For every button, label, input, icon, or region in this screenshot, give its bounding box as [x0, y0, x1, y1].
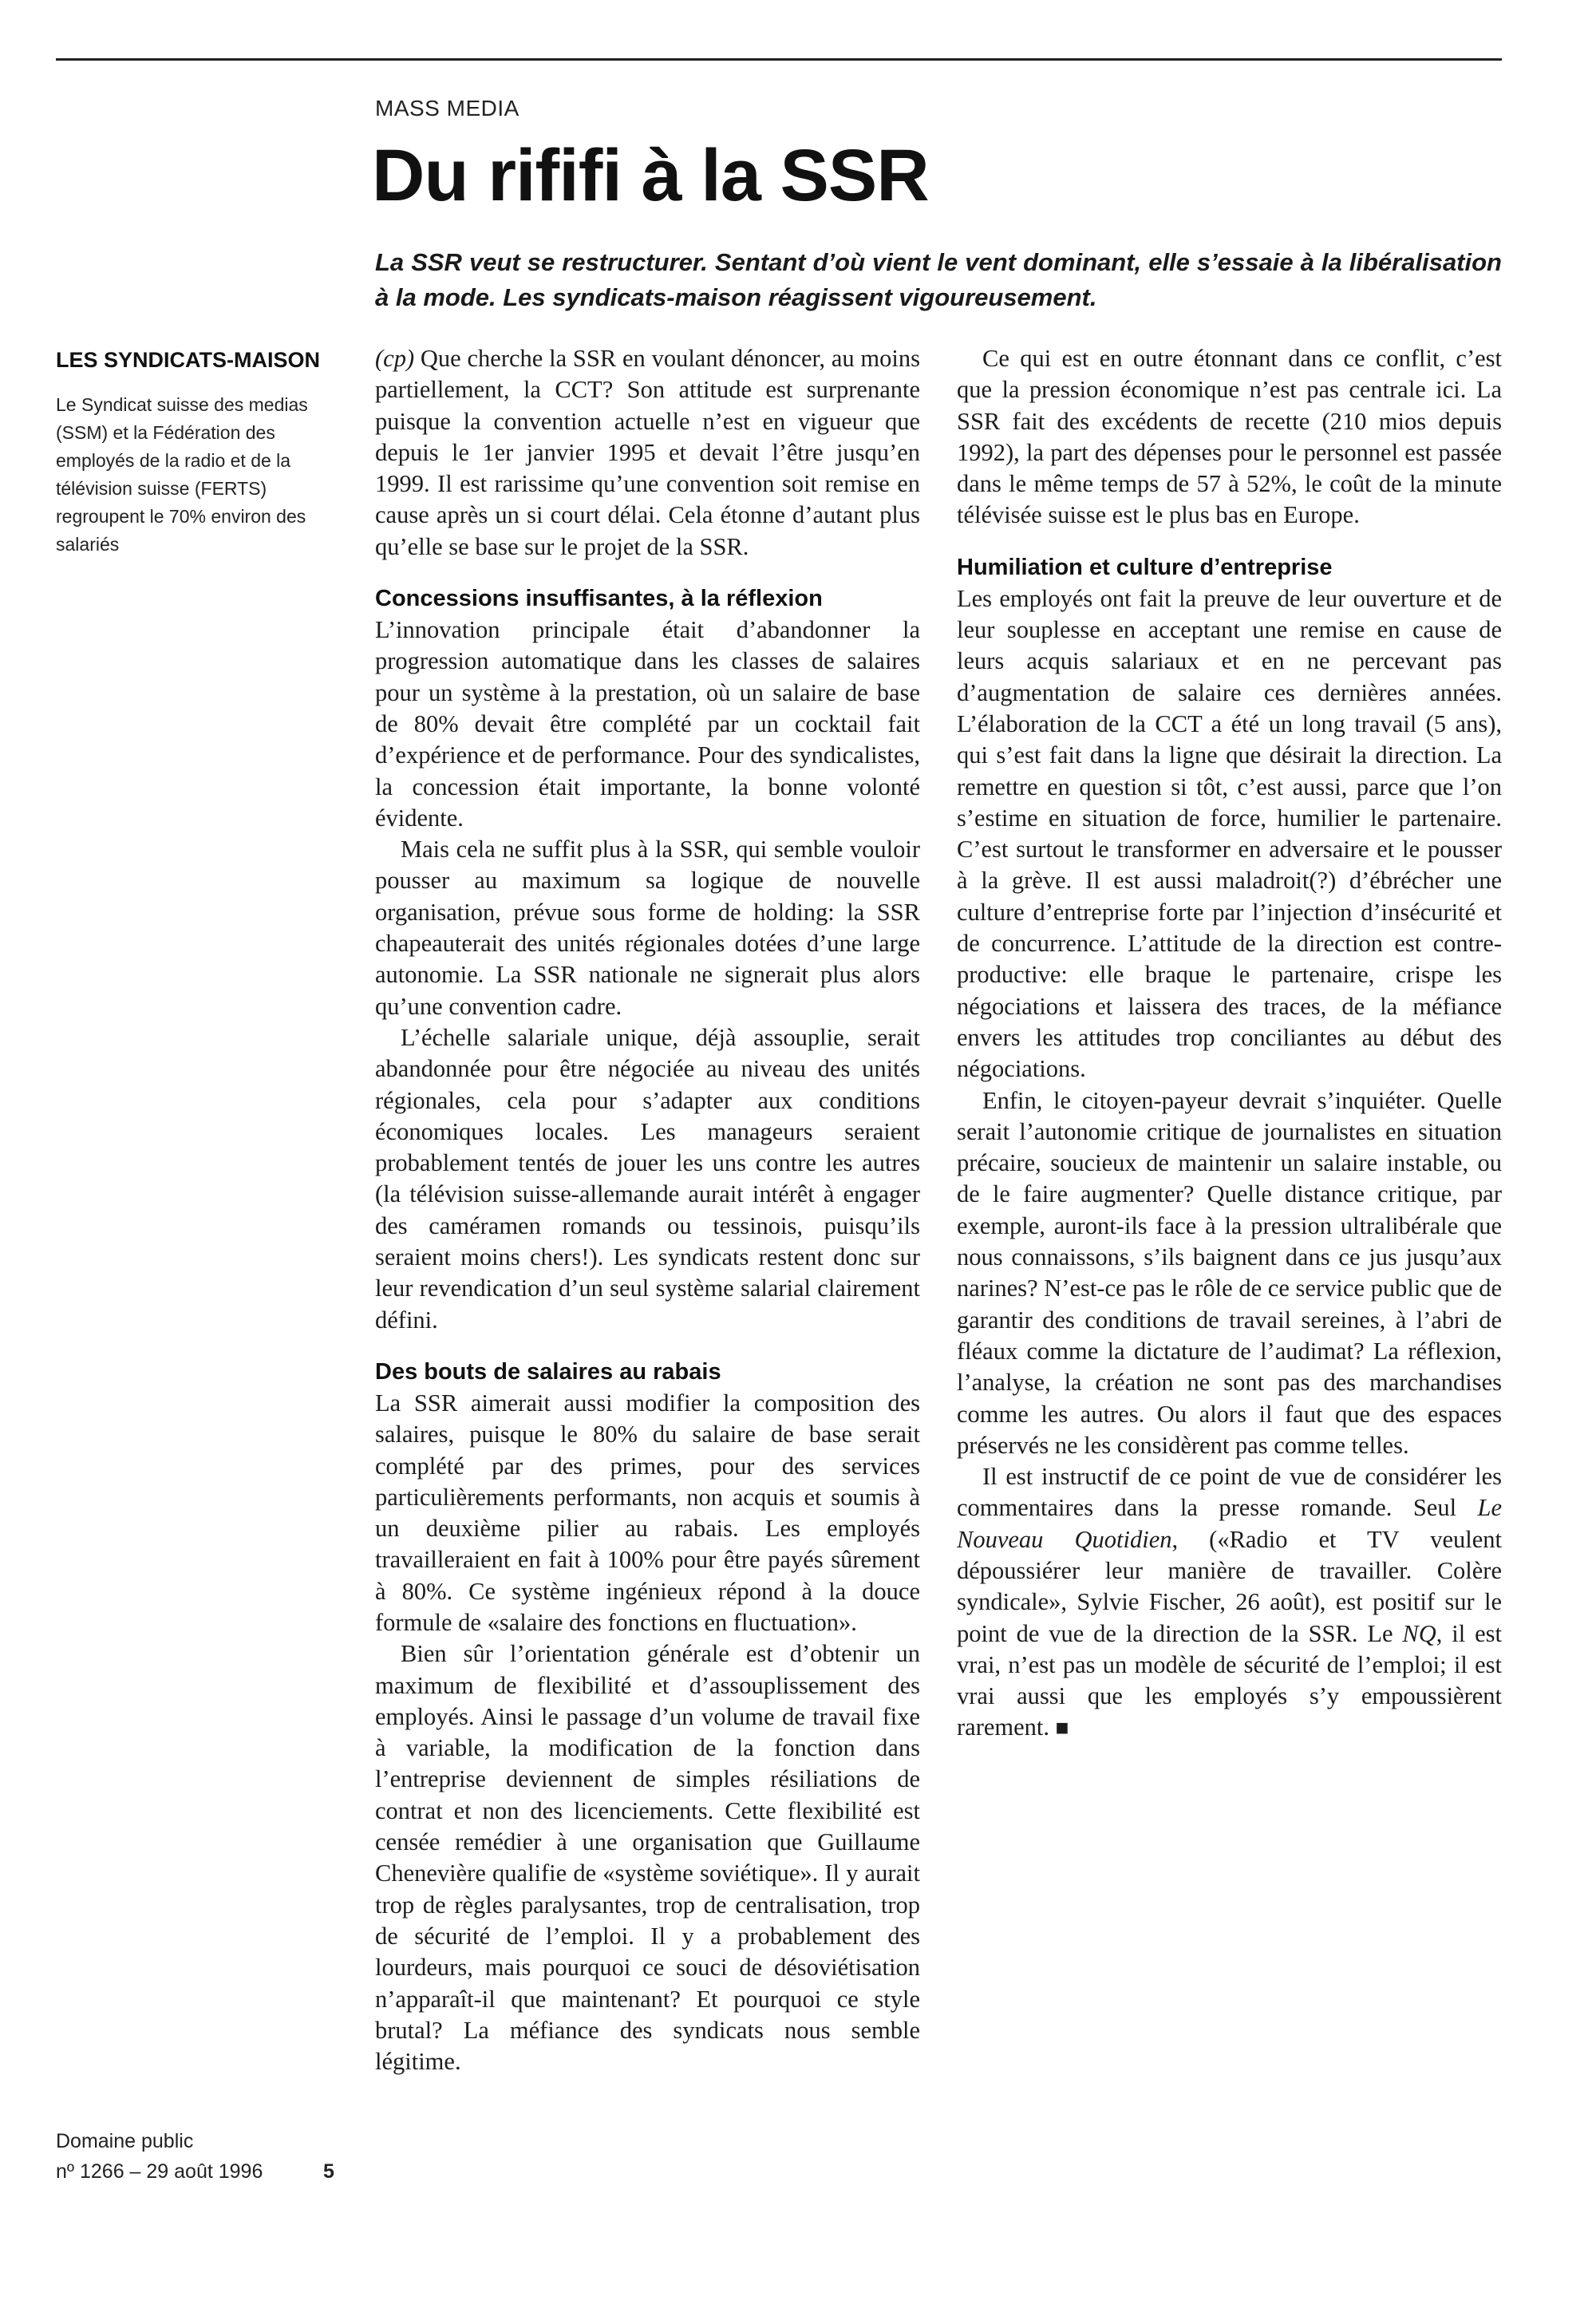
publication-name: Le Nouveau Quotidien	[957, 1494, 1502, 1553]
page-footer	[56, 2126, 343, 2187]
subheading-concessions: Concessions insuffisantes, à la réflexion	[375, 586, 823, 612]
paragraph: L’échelle salariale unique, déjà assouplie, serait abandonnée pour être négociée au niveau des unités régionales, cela pour s’adapter aux conditions économiques locales. Les manageurs seraient probablement tentés de jouer les uns contre les autres (la télévision suisse-allemande aurait intérêt à engager des caméramen romands ou tessinois, puisqu’ils seraient moins chers!). Les syndicats restent donc sur leur revendication d’un seul système salarial clairement défini.	[375, 1023, 920, 1334]
paragraph: Enfin, le citoyen-payeur devrait s’inquiéter. Quelle serait l’autonomie critique de journalistes en situation précaire, soucieux de maintenir un salaire instable, ou de le faire augmenter? Quelle distance critique, par exemple, auront-ils face à la pression ultralibérale que nous connaissons, s’ils baignent dans ce jus jusqu’aux narines? N’est-ce pas le rôle de ce service public que de garantir des conditions de travail sereines, à l’abri de fléaux comme la dictature de l’audimat? La réflexion, l’analyse, la création ne sont pas des marchandises comme les autres. Ou alors il faut que des espaces préservés ne les considèrent pas comme telles.	[957, 1086, 1502, 1459]
byline: (cp)	[375, 345, 415, 372]
paragraph: L’innovation principale était d’abandonner la progression automatique dans les classes de salaires pour un système à la prestation, où un salaire de base de 80% devait être complété par un cocktail fait d’expérience et de performance. Pour des syndicalistes, la concession était importante, la bonne volonté évidente.	[375, 616, 920, 832]
intro-text: Que cherche la SSR en voulant dénoncer, au moins partiellement, la CCT? Son attitude est surprenante puisque la convention actuelle n’est en vigueur que depuis le 1er janvier 1995 et devait l’être jusqu’en 1999. Il est rarissime qu’une convention soit remise en cause après un si court délai. Cela étonne d’autant plus qu’elle se base sur le projet de la SSR.	[375, 345, 920, 560]
subheading-humiliation: Humiliation et culture d’entreprise	[957, 554, 1333, 580]
paragraph: Les employés ont fait la preuve de leur ouverture et de leur souplesse en acceptant une remise en cause de leurs acquis salariaux et en ne percevant pas d’augmentation de salaire ces dernières années. L’élaboration de la CCT a été un long travail (5 ans), qui s’est fait dans la ligne que désirait la direction. La remettre en question si tôt, c’est aussi, parce que l’on s’estime en situation de force, humilier le partenaire. C’est surtout le transformer en adversaire et le pousser à la grève. Il est aussi maladroit(?) d’ébrécher une culture d’entreprise forte par l’injection d’insécurité et de concurrence. L’attitude de la direction est contre-productive: elle braque le partenaire, crispe les négociations et laissera des traces, de la méfiance envers les attitudes trop conciliantes au début des négociations.	[957, 584, 1502, 1083]
issue-date: nº 1266 – 29 août 1996	[56, 2160, 263, 2183]
section-kicker: MASS MEDIA	[375, 96, 519, 121]
paragraph: Bien sûr l’orientation générale est d’obtenir un maximum de flexibilité et d’assouplissement des employés. Ainsi le passage d’un volume de travail fixe à variable, la modification de la fonction dans l’entreprise deviennent de simples résiliations de contrat et non des licenciements. Cette flexibilité est censée remédier à une organisation que Guillaume Chenevière qualifie de «système soviétique». Il y aurait trop de règles paralysantes, trop de centralisation, trop de sécurité de l’emploi. Il y a probablement des lourdeurs, mais pourquoi ce souci de désoviétisation n’apparaît-il que maintenant? Et pourquoi ce style brutal? La méfiance des syndicats nous semble légitime.	[375, 1640, 920, 2076]
paragraph: Mais cela ne suffit plus à la SSR, qui semble vouloir pousser au maximum sa logique de nouvelle organisation, prévue sous forme de holding: la SSR chapeauterait des unités régionales dotées d’une large autonomie. La SSR nationale ne signerait plus alors qu’une convention cadre.	[375, 836, 920, 1020]
top-rule	[56, 58, 1502, 61]
article-column-1	[375, 343, 920, 2077]
final-paragraph: Il est instructif de ce point de vue de considérer les commentaires dans la presse romande. Seul Le Nouveau Quotidien, («Radio et TV veulent dépoussiérer leur manière de travailler. Colère syndicale», Sylvie Fischer, 26 août), est positif sur le point de vue de la direction de la SSR. Le NQ, il est vrai, n’est pas un modèle de sécurité de l’emploi; il est vrai aussi que les employés s’y empoussièrent rarement. ■	[957, 1463, 1502, 1741]
paragraph: Ce qui est en outre étonnant dans ce conflit, c’est que la pression économique n’est pas centrale ici. La SSR fait des excédents de recette (210 mios depuis 1992), la part des dépenses pour le personnel est passée dans le même temps de 57 à 52%, le coût de la minute télévisée suisse est le plus bas en Europe.	[957, 345, 1502, 529]
sidebar-box	[56, 345, 335, 559]
sidebar-text: Le Syndicat suisse des medias (SSM) et la Fédération des employés de la radio et de la télévision suisse (FERTS) regroupent le 70% environ des salariés	[56, 394, 308, 555]
sidebar-title: LES SYNDICATS-MAISON	[56, 348, 321, 372]
article-intro	[375, 343, 920, 563]
article-title: Du rififi à la SSR	[372, 135, 929, 216]
article-column-2	[957, 343, 1502, 1745]
end-mark-icon: ■	[1055, 1716, 1069, 1741]
subheading-salaires: Des bouts de salaires au rabais	[375, 1358, 721, 1385]
publication-name-footer: Domaine public	[56, 2130, 194, 2152]
paragraph: La SSR aimerait aussi modifier la composition des salaires, puisque le 80% du salaire de base serait complété par des primes, pour des services particulièrements performants, non acquis et soumis à un deuxième pilier au rabais. Les employés travailleraient en fait à 100% pour être payés sûrement à 80%. Ce système ingénieux répond à la douce formule de «salaire des fonctions en fluctuation».	[375, 1389, 920, 1636]
publication-abbrev: NQ	[1402, 1619, 1436, 1647]
article-lede: La SSR veut se restructurer. Sentant d’où vient le vent dominant, elle s’essaie à la libéralisation à la mode. Les syndicats-maison réagissent vigoureusement.	[375, 248, 1502, 311]
page-number: 5	[323, 2160, 334, 2183]
